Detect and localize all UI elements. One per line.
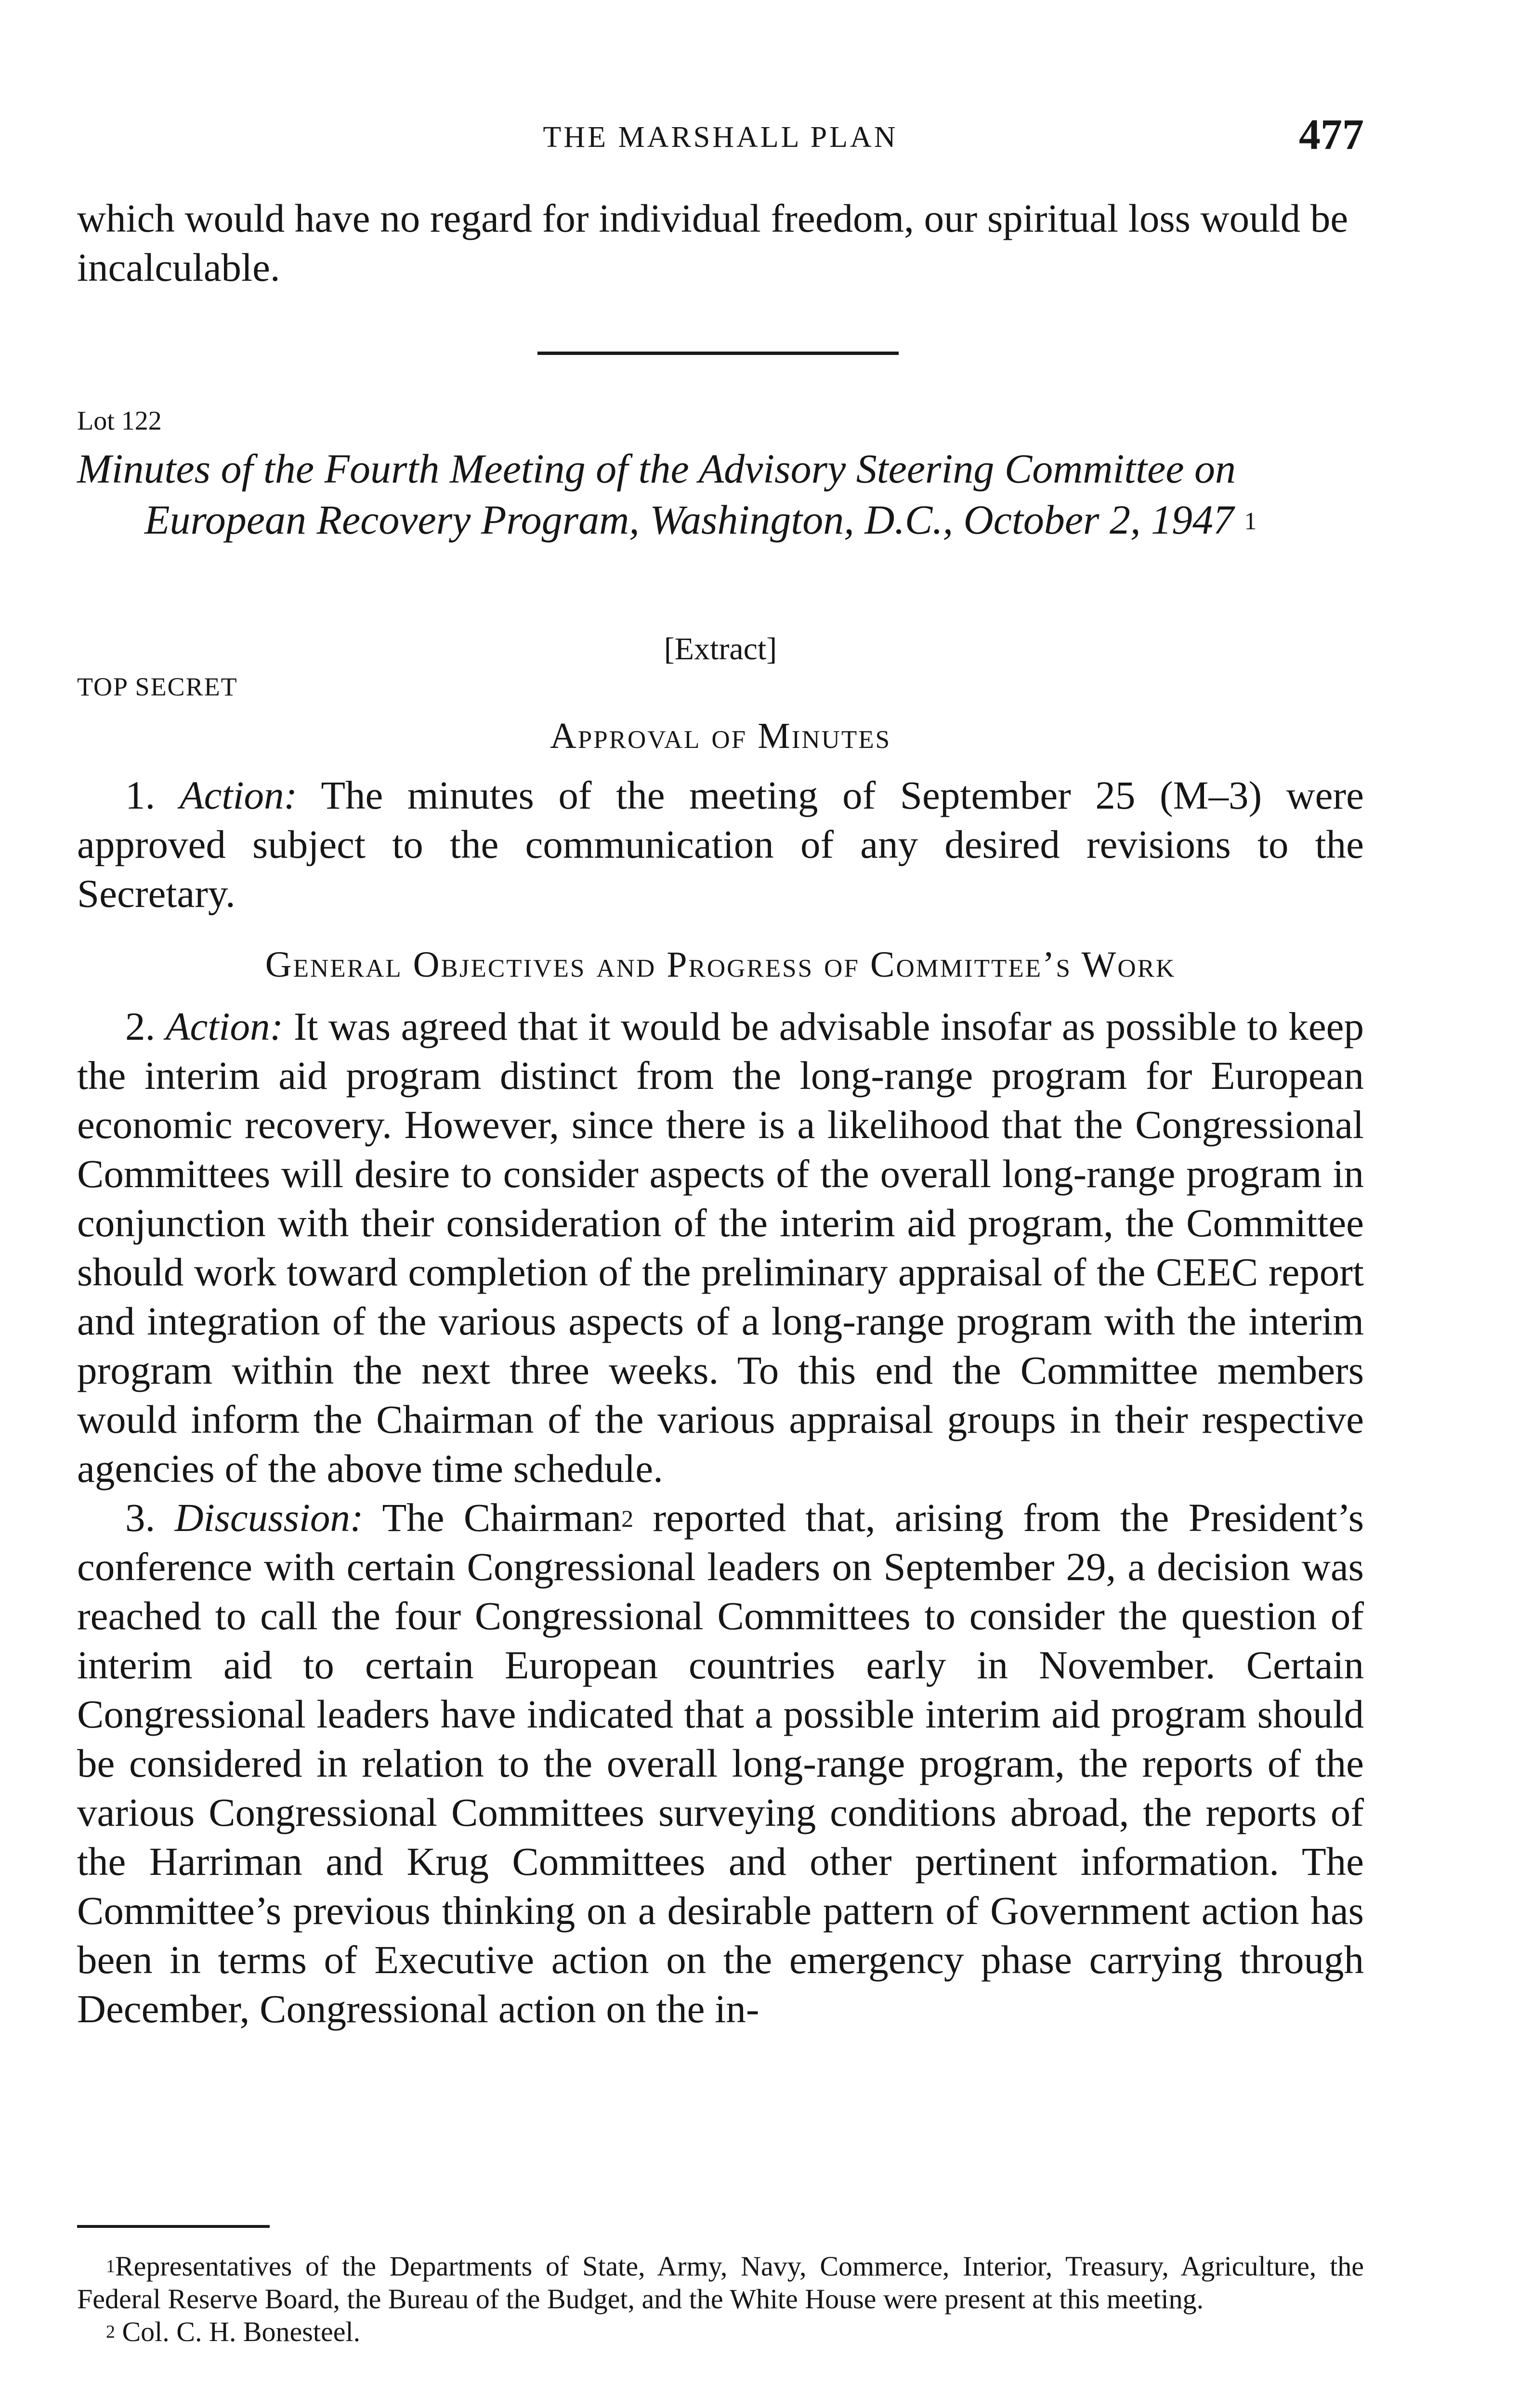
lot-reference: Lot 122 <box>77 406 162 436</box>
book-page <box>77 0 1364 2408</box>
section-objectives-body <box>77 1002 1364 2033</box>
footnote-2-text: Col. C. H. Bonesteel. <box>122 2316 361 2347</box>
title-line-1: Minutes of the Fourth Meeting of the Advisory Steering Committee on <box>77 445 1236 492</box>
paragraph-3-text: reported that, arising from the President’s conference with certain Congressional leaders on September 29, a decision was reached to call the four Congressional Committees to consider the question of interim aid to certain European countries early in November. Certain Congressional leaders have indicated that a possible interim aid program should be considered in relation to the overall long-range program, the reports of the various Congressional Committees surveying conditions abroad, the reports of the Harriman and Krug Committees and other pertinent information. The Committee’s previous thinking on a desirable pattern of Government action has been in terms of Executive action on the emergency phase carrying through December, Congressional action on the in- <box>77 1495 1364 2031</box>
paragraph-3-lead: The Chairman <box>382 1495 622 1540</box>
footnote-2-mark: 2 <box>106 2322 115 2342</box>
title-line-2-text: European Recovery Program, Washington, D.C., October 2, 1947 <box>144 497 1234 543</box>
footnote-2 <box>77 2316 1364 2348</box>
footnote-rule <box>77 2225 270 2228</box>
continuation-paragraph: which would have no regard for individual freedom, our spiritual loss would be incalculable. <box>77 196 1348 289</box>
section-approval-body <box>77 771 1364 918</box>
paragraph-1 <box>77 771 1364 918</box>
paragraph-2-number: 2. <box>125 1004 156 1048</box>
document-separator-rule <box>537 352 899 355</box>
running-head: THE MARSHALL PLAN <box>543 121 898 154</box>
section-heading-objectives: General Objectives and Progress of Committee’s Work <box>265 944 1176 985</box>
paragraph-1-text: The minutes of the meeting of September 25 (M–3) were approved subject to the communication of any desired revisions to the Secretary. <box>77 773 1364 916</box>
footnotes <box>77 2250 1364 2348</box>
paragraph-2-text: It was agreed that it would be advisable insofar as possible to keep the interim aid program distinct from the long-range program for European economic recovery. However, since there is a likelihood that the Congressional Committees will desire to consider aspects of the overall long-range program in conjunction with their consideration of the interim aid program, the Committee should work toward completion of the preliminary appraisal of the CEEC report and integration of the various aspects of a long-range program with the interim program within the next three weeks. To this end the Committee members would inform the Chairman of the various appraisal groups in their respective agencies of the above time schedule. <box>77 1004 1364 1491</box>
paragraph-2-label: Action: <box>165 1004 284 1048</box>
paragraph-3-label: Discussion: <box>174 1495 364 1540</box>
classification-label: TOP SECRET <box>77 672 238 701</box>
paragraph-1-number: 1. <box>125 773 156 817</box>
previous-document-ending <box>77 194 1364 292</box>
paragraph-3-footnote-mark: 2 <box>621 1505 634 1532</box>
paragraph-2 <box>77 1002 1364 1493</box>
section-heading-approval: Approval of Minutes <box>550 716 891 756</box>
footnote-1 <box>77 2250 1364 2316</box>
footnote-1-text: Representatives of the Departments of State, Army, Navy, Commerce, Interior, Treasury, Agriculture, the Federal Reserve Board, the Bureau of the Budget, and the White House were present at this meeting. <box>77 2251 1364 2315</box>
extract-note: [Extract] <box>664 631 777 667</box>
title-line-2 <box>77 494 1364 545</box>
title-footnote-mark: 1 <box>1244 508 1257 535</box>
paragraph-3 <box>77 1493 1364 2033</box>
page-number: 477 <box>1299 111 1364 158</box>
paragraph-1-label: Action: <box>179 773 298 817</box>
footnote-1-mark: 1 <box>106 2256 115 2277</box>
page-header <box>77 110 1364 168</box>
paragraph-3-number: 3. <box>125 1495 156 1540</box>
document-title <box>77 443 1364 545</box>
